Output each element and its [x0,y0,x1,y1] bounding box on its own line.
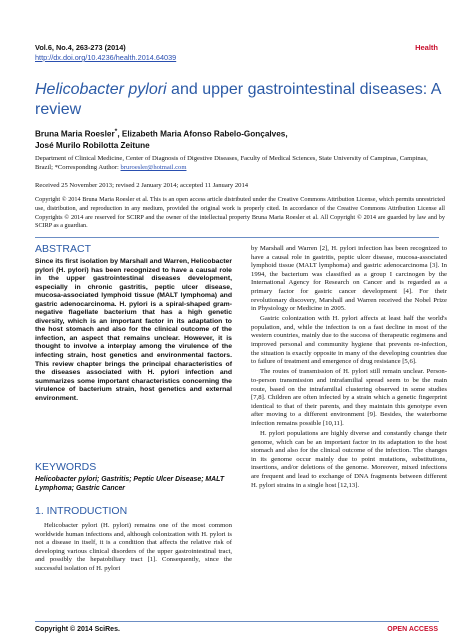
footer-divider [35,621,439,622]
authors [35,126,445,151]
right-paragraph-2: Gastric colonization with H. pylori affects at least half the world's population, and, while the infection is on a fast decline in most of the western countries, mainly due to the success of therapeutic regimens and improved personal and community hygiene that prevents re-infection, the situation is exactly opposite in many of the developing countries due to failure of treatment and emergence of drug resistance [5,6]. [251,315,447,366]
corresponding-label: *Corresponding Author: [54,163,121,171]
introduction-text [35,522,232,575]
right-column [251,245,447,492]
received-dates: Received 25 November 2013; revised 2 January 2014; accepted 11 January 2014 [35,182,249,189]
authors-line-2: José Murilo Robilotta Zeitune [35,140,150,150]
journal-name: Health [415,43,438,52]
affiliation [35,155,445,173]
affiliation-text: Department of Clinical Medicine, Center of Diagnosis of Digestive Diseases, Faculty of Medical Sciences, State University of Campinas, Campinas, Brazil; [35,155,428,171]
keywords-text: Helicobacter pylori; Gastritis; Peptic Ulcer Disease; MALT Lymphoma; Gastric Cancer [35,476,225,492]
header-divider [35,237,439,238]
author-1: Bruna Maria Roesler [35,129,115,139]
authors-line-1 [35,126,445,140]
doi-link[interactable]: http://dx.doi.org/10.4236/health.2014.64039 [35,53,177,62]
title-rest: and upper gastrointestinal diseases: A review [35,81,441,118]
volume-line: Vol.6, No.4, 263-273 (2014) [35,43,126,52]
right-paragraph-1: by Marshall and Warren [2], H. pylori infection has been recognized to have a causal role in gastritis, peptic ulcer disease, mucosa-associated lymphoid tissue (MALT lymphoma) and gastric adenocarcinoma [3]. In 1994, the bacterium was classified as a group I carcinogen by the International Agency for Research on Cancer and is regarded as a primary factor for gastric cancer development [4]. For their revolutionary discovery, Marshall and Warren received the Nobel Prize in Physiology or Medicine in 2005. [251,245,447,313]
right-paragraph-3: The routes of transmission of H. pylori still remain unclear. Person-to-person transmission and intrafamilial spread seem to be the main route, based on the intrafamilial clustering observed in some studies [7,8]. Children are often infected by a strain which a genetic fingerprint identical to that of their parents, and they maintain this genotype even after moving to a different environment [9]. Besides, the waterborne infection remains possible [10,11]. [251,368,447,427]
introduction-heading: 1. INTRODUCTION [35,505,128,517]
abstract-text: Since its first isolation by Marshall and Warren, Helicobacter pylori (H. pylori) has been recognized to have a causal role in the upper gastrointestinal diseases development, especially in chronic gastritis, peptic ulcer disease, mucosa-associated lymphoid tissue (MALT lymphoma) and gastric adenocarcinoma. H. pylori is a spiral-shaped gram-negative flagellate bacterium that has a high genetic diversity, which is an important factor in its adaptation to the host stomach and also for the clinical outcome of the infection, an aspect that remains unclear. However, it is thought to involve a interplay among the virulence of the infecting strain, host genetics and environmental factors. This review chapter brings the principal characteristics of the diseases associated with H. pylori infection and summarizes some important characteristics concerning the virulence of bacterium strain, host genetics and external environment. [35,258,232,402]
introduction-paragraph: Helicobacter pylori (H. pylori) remains one of the most common worldwide human infections and, although colonization with H. pylori is not a disease in itself, it is a condition that affects the relative risk of developing various clinical disorders of the upper gastrointestinal tract, and possibly the hepatobiliary tract [1]. Consequently, since the successful isolation of H. pylori [35,522,232,572]
authors-line-1-rest: , Elizabeth Maria Afonso Rabelo-Gonçalves, [117,129,288,139]
article-title [35,80,445,119]
copyright-notice: Copyright © 2014 Bruna Maria Roesler et al. This is an open access article distributed under the Creative Commons Attribution License, which permits unrestricted use, distribution, and reproduction in any medium, provided the original work is properly cited. In accordance of the Creative Commons Attribution License all Copyrights © 2014 are reserved for SCIRP and the owner of the intellectual property Bruna Maria Roesler et al. All Copyright © 2014 are guarded by law and by SCIRP as a guardian. [35,196,445,230]
title-italic: Helicobacter pylori [35,81,167,98]
keywords-heading: KEYWORDS [35,461,97,473]
footer-copyright: Copyright © 2014 SciRes. [35,626,120,633]
open-access-label: OPEN ACCESS [387,626,438,633]
corresponding-mark: * [114,128,118,135]
email-link[interactable]: bruroesler@hotmail.com [120,163,187,171]
abstract-heading: ABSTRACT [35,243,92,255]
right-paragraph-4: H. pylori populations are highly diverse and constantly change their genome, which can be an important factor in its adaptation to the host stomach and also for the clinical outcome of the infection. The changes in its genome occur mainly due to point mutations, substitutions, insertions, and/or deletions of the genome. Moreover, mixed infections are frequent and lead to exchange of DNA fragments between different H. pylori strains in a single host [12,13]. [251,429,447,489]
